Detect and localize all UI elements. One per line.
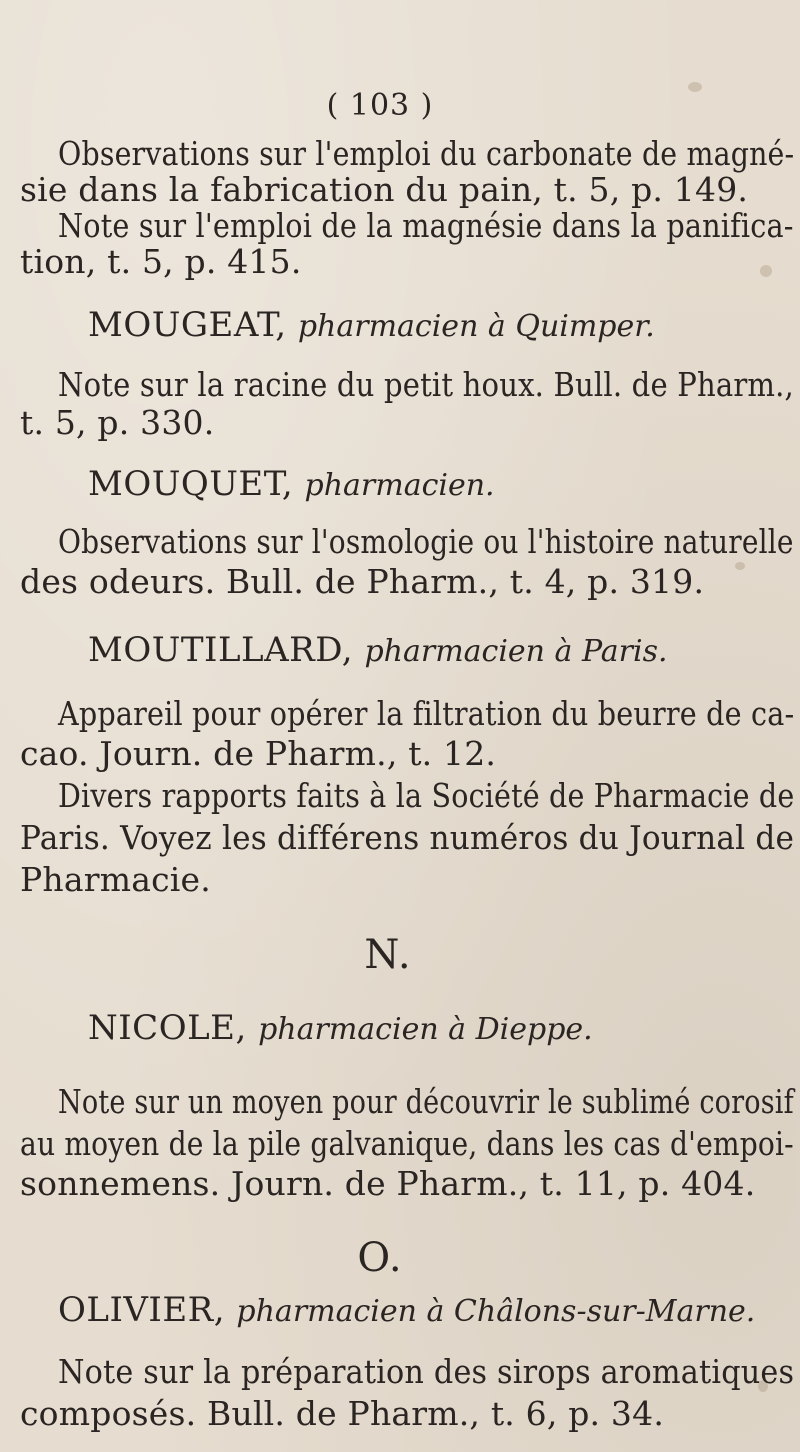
section-letter-n: N. — [364, 932, 412, 978]
text-line: Appareil pour opérer la filtration du beurre de ca- — [58, 694, 795, 733]
text-line: des odeurs. Bull. de Pharm., t. 4, p. 319. — [20, 562, 705, 601]
author-heading-mouquet — [88, 464, 495, 506]
text-line: Note sur l'emploi de la magnésie dans la panifica- — [58, 206, 794, 245]
text-line: cao. Journ. de Pharm., t. 12. — [20, 734, 497, 773]
text-line: sie dans la fabrication du pain, t. 5, p. 149. — [20, 170, 749, 209]
section-letter-o: O. — [357, 1235, 403, 1281]
text-line: au moyen de la pile galvanique, dans les cas d'empoi- — [20, 1124, 794, 1163]
author-heading-nicole — [88, 1008, 593, 1050]
author-name: MOUGEAT, — [88, 305, 287, 345]
text-line: Note sur un moyen pour découvrir le sublimé corosif — [58, 1082, 794, 1121]
author-qualifier: pharmacien à Châlons-sur-Marne. — [236, 1294, 756, 1329]
author-qualifier: pharmacien à Paris. — [364, 634, 668, 669]
author-qualifier: pharmacien. — [304, 468, 495, 503]
author-name: NICOLE, — [88, 1008, 247, 1048]
text-line: tion, t. 5, p. 415. — [20, 242, 302, 281]
text-line: Observations sur l'emploi du carbonate de magné- — [58, 134, 795, 173]
text-line: Paris. Voyez les différens numéros du Journal de — [20, 818, 795, 857]
author-qualifier: pharmacien à Quimper. — [297, 309, 655, 344]
author-heading-moutillard — [88, 630, 668, 672]
author-qualifier: pharmacien à Dieppe. — [258, 1012, 593, 1047]
text-line: Note sur la préparation des sirops aromatiques — [58, 1352, 795, 1391]
paper-speck — [760, 265, 772, 277]
paper-speck — [735, 562, 745, 570]
author-name: MOUTILLARD, — [88, 630, 354, 670]
text-line: composés. Bull. de Pharm., t. 6, p. 34. — [20, 1394, 665, 1433]
page-number: ( 103 ) — [326, 88, 434, 123]
author-heading-olivier — [58, 1290, 755, 1332]
author-name: MOUQUET, — [88, 464, 294, 504]
text-line: Divers rapports faits à la Société de Pharmacie de — [58, 776, 795, 815]
text-line: sonnemens. Journ. de Pharm., t. 11, p. 404. — [20, 1164, 756, 1203]
text-line: t. 5, p. 330. — [20, 403, 215, 442]
text-line: Observations sur l'osmologie ou l'histoire naturelle — [58, 522, 794, 561]
text-line: Pharmacie. — [20, 860, 211, 899]
author-heading-mougeat — [88, 305, 655, 347]
author-name: OLIVIER, — [58, 1290, 226, 1330]
text-line: Note sur la racine du petit houx. Bull. de Pharm., — [58, 365, 794, 404]
